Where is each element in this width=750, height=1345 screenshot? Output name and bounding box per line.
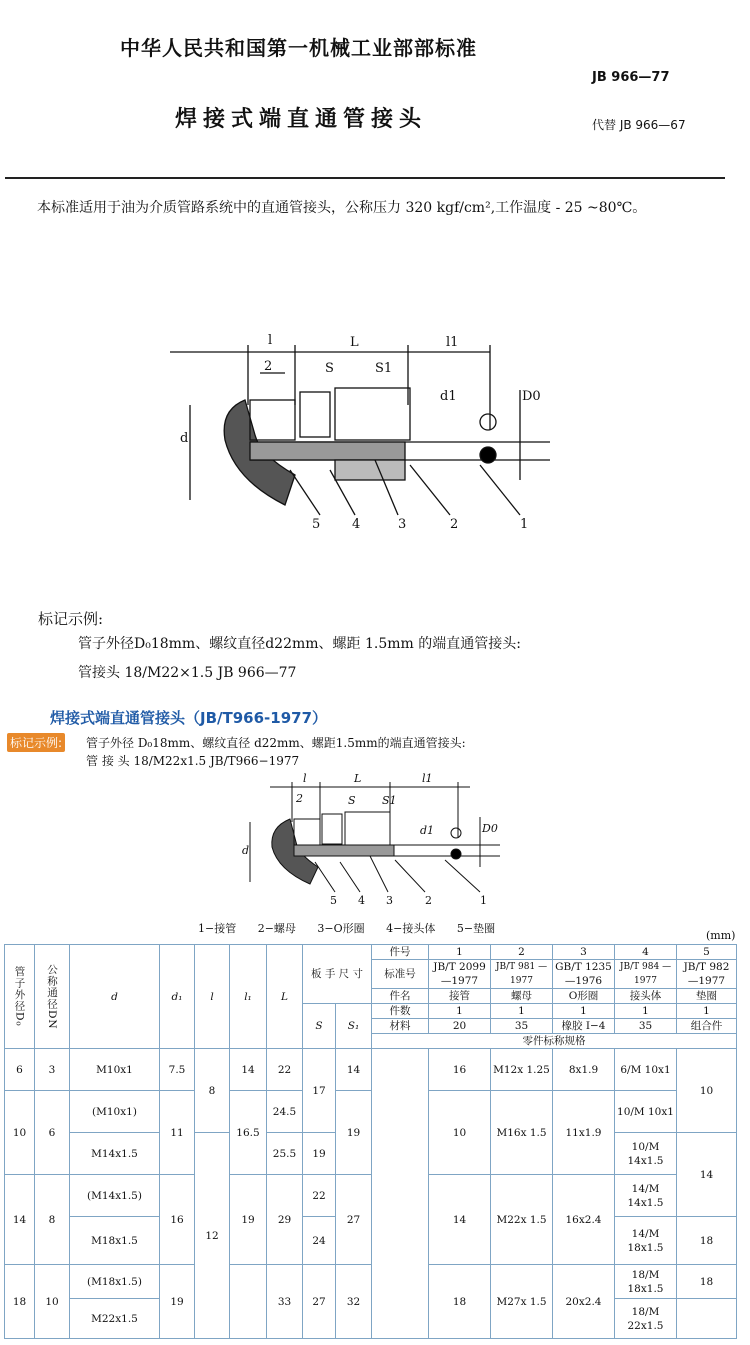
cell-d1: 19 xyxy=(160,1265,195,1339)
cell-S1: 32 xyxy=(336,1265,372,1339)
cell-L: 22 xyxy=(267,1049,303,1091)
cell-p4: 18/M 18x1.5 xyxy=(615,1265,677,1299)
cell-d: (M18x1.5) xyxy=(70,1265,160,1299)
label-spec: 零件标称规格 xyxy=(372,1034,737,1049)
example-heading: 标记示例: xyxy=(38,610,104,628)
cell-p5: 10 xyxy=(677,1049,737,1133)
dim-D0-label: D0 xyxy=(522,389,541,404)
cell-L: 25.5 xyxy=(267,1133,303,1175)
dim2-2-label: 2 xyxy=(296,792,303,805)
callout2-4: 4 xyxy=(358,894,365,907)
part-name-4: 接头体 xyxy=(615,989,677,1004)
cell-p5: 18 xyxy=(677,1265,737,1299)
label-name: 件名 xyxy=(372,989,429,1004)
cell-DN: 10 xyxy=(35,1265,70,1339)
header-wrench: 板 手 尺 寸 xyxy=(303,945,372,1004)
dim2-l-label: l xyxy=(303,772,307,785)
cell-p2: M12x 1.25 xyxy=(491,1049,553,1091)
part-qty-2: 1 xyxy=(491,1004,553,1019)
scope-text: 本标准适用于油为介质管路系统中的直通管接头，公称压力 320 kgf/cm²,工作温度 - 25 ~80℃。 xyxy=(37,200,647,216)
part-name-2: 螺母 xyxy=(491,989,553,1004)
part-mat-5: 组合件 xyxy=(677,1019,737,1034)
part-no-3: 3 xyxy=(553,945,615,960)
spec-table xyxy=(4,944,737,1339)
standard-org: 中华人民共和国第一机械工业部部标准 xyxy=(120,36,477,60)
standard-code: JB 966—77 xyxy=(592,70,670,85)
header-D0: 管子外径D₀ xyxy=(5,945,35,1049)
replaces-note: 代替 JB 966—67 xyxy=(592,118,686,132)
cell-d: M18x1.5 xyxy=(70,1217,160,1265)
unit-label: (mm) xyxy=(706,929,736,942)
callout-2: 2 xyxy=(450,517,459,532)
parts-legend: 1−接管 2−螺母 3−O形圈 4−接头体 5−垫圈 xyxy=(198,922,496,935)
example-line-2: 管接头 18/M22×1.5 JB 966—77 xyxy=(78,665,297,681)
part-std-1: JB/T 2099 —1977 xyxy=(429,960,491,989)
cell-p4: 14/M 14x1.5 xyxy=(615,1175,677,1217)
cell-S: 17 xyxy=(303,1049,336,1133)
header-l: l xyxy=(195,945,230,1049)
table-row xyxy=(5,1175,737,1217)
cell-d: (M10x1) xyxy=(70,1091,160,1133)
dim2-S-label: S xyxy=(348,794,356,807)
dim2-L-label: L xyxy=(354,772,362,785)
joint-drawing-large xyxy=(160,330,560,540)
part-name-1: 接管 xyxy=(429,989,491,1004)
cell-S: 19 xyxy=(303,1133,336,1175)
cell-S: 27 xyxy=(303,1265,336,1339)
callout2-5: 5 xyxy=(330,894,337,907)
part-mat-4: 35 xyxy=(615,1019,677,1034)
cell-DN: 8 xyxy=(35,1175,70,1265)
dim-L-label: L xyxy=(350,335,359,350)
cell-p3: 8x1.9 xyxy=(553,1049,615,1091)
part-qty-4: 1 xyxy=(615,1004,677,1019)
cell-p3: 16x2.4 xyxy=(553,1175,615,1265)
label-qty: 件数 xyxy=(372,1004,429,1019)
cell-p4: 10/M 10x1 xyxy=(615,1091,677,1133)
callout2-2: 2 xyxy=(425,894,432,907)
cell-p5: 18 xyxy=(677,1217,737,1265)
cell-D0: 18 xyxy=(5,1265,35,1339)
cell-l1 xyxy=(230,1265,267,1339)
table-row xyxy=(5,1091,737,1133)
dim-d-label: d xyxy=(180,431,189,446)
cell-D0: 6 xyxy=(5,1049,35,1091)
dim-l-label: l xyxy=(268,333,273,348)
page-title: 焊接式端直通管接头 xyxy=(175,107,428,132)
cell-S: 22 xyxy=(303,1175,336,1217)
cell-l1: 19 xyxy=(230,1175,267,1265)
cell-d: M14x1.5 xyxy=(70,1133,160,1175)
callout2-1: 1 xyxy=(480,894,487,907)
dim-l1-label: l1 xyxy=(446,335,459,350)
header-S: S xyxy=(303,1004,336,1049)
header-S1: S₁ xyxy=(336,1004,372,1049)
dim-S-label: S xyxy=(325,361,334,376)
example2-line-2: 管 接 头 18/M22x1.5 JB/T966−1977 xyxy=(86,754,300,768)
cell-p4: 14/M 18x1.5 xyxy=(615,1217,677,1265)
dim-2-label: 2 xyxy=(264,359,273,374)
cell-blank xyxy=(372,1049,429,1339)
dim2-d1-label: d1 xyxy=(420,824,435,837)
part-qty-5: 1 xyxy=(677,1004,737,1019)
header-rule xyxy=(5,177,725,179)
cell-DN: 6 xyxy=(35,1091,70,1175)
callout-1: 1 xyxy=(520,517,529,532)
cell-d: M10x1 xyxy=(70,1049,160,1091)
label-material: 材料 xyxy=(372,1019,429,1034)
part-qty-3: 1 xyxy=(553,1004,615,1019)
header-d: d xyxy=(70,945,160,1049)
cell-p5: 14 xyxy=(677,1133,737,1217)
cell-d1: 16 xyxy=(160,1175,195,1265)
label-standard: 标准号 xyxy=(372,960,429,989)
callout-5: 5 xyxy=(312,517,321,532)
section-title: 焊接式端直通管接头（JB/T966-1977） xyxy=(50,709,328,727)
dim2-D0-label: D0 xyxy=(482,822,498,835)
callout-4: 4 xyxy=(352,517,361,532)
cell-S1: 14 xyxy=(336,1049,372,1091)
cell-d: M22x1.5 xyxy=(70,1299,160,1339)
cell-p4: 10/M 14x1.5 xyxy=(615,1133,677,1175)
cell-d: (M14x1.5) xyxy=(70,1175,160,1217)
part-mat-3: 橡胶 I−4 xyxy=(553,1019,615,1034)
part-mat-1: 20 xyxy=(429,1019,491,1034)
joint-drawing-small xyxy=(230,772,520,912)
part-no-2: 2 xyxy=(491,945,553,960)
cell-p1: 18 xyxy=(429,1265,491,1339)
part-std-5: JB/T 982 —1977 xyxy=(677,960,737,989)
dim2-d-label: d xyxy=(242,844,250,857)
dim-S1-label: S1 xyxy=(375,361,393,376)
header-d1: d₁ xyxy=(160,945,195,1049)
cell-p4: 18/M 22x1.5 xyxy=(615,1299,677,1339)
dim2-l1-label: l1 xyxy=(422,772,433,785)
table-row xyxy=(5,1049,737,1091)
part-std-3: GB/T 1235 —1976 xyxy=(553,960,615,989)
cell-p3: 11x1.9 xyxy=(553,1091,615,1175)
callout-3: 3 xyxy=(398,517,407,532)
cell-p2: M27x 1.5 xyxy=(491,1265,553,1339)
cell-p2: M16x 1.5 xyxy=(491,1091,553,1175)
part-no-4: 4 xyxy=(615,945,677,960)
cell-p3: 20x2.4 xyxy=(553,1265,615,1339)
example-line-1: 管子外径D₀18mm、螺纹直径d22mm、螺距 1.5mm 的端直通管接头: xyxy=(78,636,521,652)
cell-p4: 6/M 10x1 xyxy=(615,1049,677,1091)
cell-D0: 14 xyxy=(5,1175,35,1265)
part-std-2: JB/T 981 —1977 xyxy=(491,960,553,989)
callout2-3: 3 xyxy=(386,894,393,907)
part-name-5: 垫圈 xyxy=(677,989,737,1004)
dim2-S1-label: S1 xyxy=(382,794,397,807)
example-tag: 标记示例: xyxy=(7,733,65,752)
cell-S1: 19 xyxy=(336,1091,372,1175)
cell-p2: M22x 1.5 xyxy=(491,1175,553,1265)
cell-p1: 16 xyxy=(429,1049,491,1091)
part-no-5: 5 xyxy=(677,945,737,960)
cell-S1: 27 xyxy=(336,1175,372,1265)
cell-S: 24 xyxy=(303,1217,336,1265)
cell-p1: 10 xyxy=(429,1091,491,1175)
cell-L: 29 xyxy=(267,1175,303,1265)
cell-L: 33 xyxy=(267,1265,303,1339)
cell-l: 12 xyxy=(195,1133,230,1339)
cell-D0: 10 xyxy=(5,1091,35,1175)
table-row xyxy=(5,1265,737,1299)
cell-d1: 7.5 xyxy=(160,1049,195,1091)
header-L: L xyxy=(267,945,303,1049)
cell-DN: 3 xyxy=(35,1049,70,1091)
part-no-1: 1 xyxy=(429,945,491,960)
part-mat-2: 35 xyxy=(491,1019,553,1034)
example2-line-1: 管子外径 D₀18mm、螺纹直径 d22mm、螺距1.5mm的端直通管接头: xyxy=(86,736,466,750)
part-qty-1: 1 xyxy=(429,1004,491,1019)
dim-d1-label: d1 xyxy=(440,389,457,404)
cell-l: 8 xyxy=(195,1049,230,1133)
cell-l1: 14 xyxy=(230,1049,267,1091)
cell-p1: 14 xyxy=(429,1175,491,1265)
part-std-4: JB/T 984 —1977 xyxy=(615,960,677,989)
header-DN: 公称通径DN xyxy=(35,945,70,1049)
cell-p5 xyxy=(677,1299,737,1339)
cell-l1: 16.5 xyxy=(230,1091,267,1175)
cell-d1: 11 xyxy=(160,1091,195,1175)
label-part-no: 件号 xyxy=(372,945,429,960)
cell-L: 24.5 xyxy=(267,1091,303,1133)
header-l1: l₁ xyxy=(230,945,267,1049)
part-name-3: O形圈 xyxy=(553,989,615,1004)
